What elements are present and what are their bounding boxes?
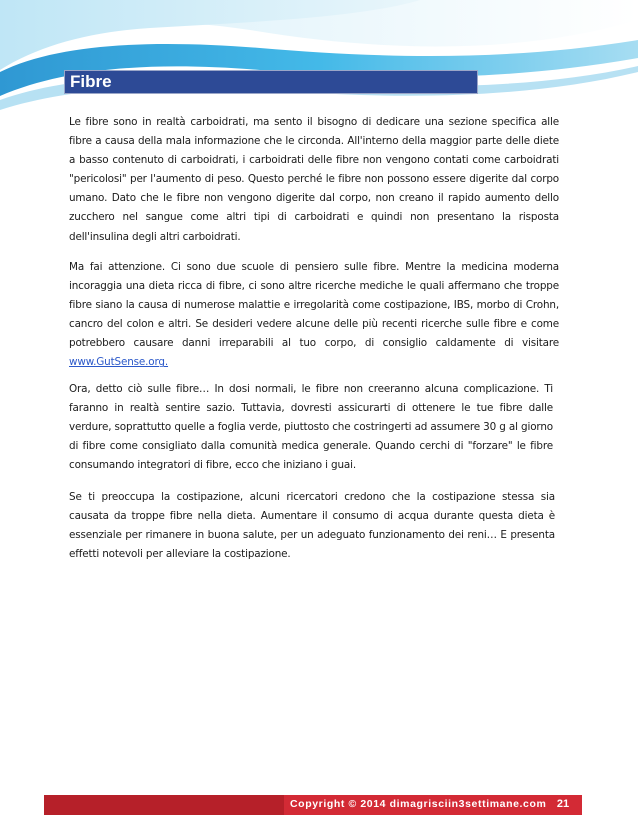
- footer-accent-block: [44, 795, 284, 815]
- footer-copyright: Copyright © 2014 dimagrisciin3settimane.com: [290, 798, 547, 810]
- gutsense-link[interactable]: www.GutSense.org.: [69, 356, 169, 369]
- paragraph-1: Le fibre sono in realtà carboidrati, ma sento il bisogno di dedicare una sezione specifica alle fibre a causa della mala informazione che le circonda. All'interno della maggior parte delle diete a basso contenuto di carboidrati, i carboidrati delle fibre non vengono contati come carboidrati "pericolosi" per l'aumento di peso. Questo perché le fibre non possono essere digerite dal corpo umano. Dato che le fibre non vengono digerite dal corpo, non creano il rapido aumento dello zucchero nel sangue come altri tipi di carboidrati e quindi non presentano la risposta dell'insulina degli altri carboidrati.: [69, 116, 559, 243]
- section-header-bar: [64, 70, 478, 94]
- page-number: 21: [556, 798, 570, 810]
- footer-bar: [44, 795, 582, 815]
- paragraph-2-text: Ma fai attenzione. Ci sono due scuole di pensiero sulle fibre. Mentre la medicina moderna incoraggia una dieta ricca di fibre, ci sono altre ricerche mediche le quali affermano che troppe fibre siano la causa di numerose malattie e irregolarità come costipazione, IBS, morbo di Crohn, cancro del colon e altri. Se desideri vedere alcune delle più recenti ricerche sulle fibre e come potrebbero causare danni irreparabili al tuo corpo, di consiglio caldamente di visitare: [69, 261, 559, 350]
- paragraph-2: [69, 258, 559, 373]
- section-title: Fibre: [70, 72, 112, 91]
- paragraph-3: Ora, detto ciò sulle fibre… In dosi normali, le fibre non creeranno alcuna complicazione. Ti faranno in realtà sentire sazio. Tuttavia, dovresti assicurarti di ottenere le tue fibre dalle verdure, soprattutto quelle a foglia verde, piuttosto che costringerti ad assumere 30 g al giorno di fibre come consigliato dalla comunità medica generale. Quando cerchi di "forzare" le fibre consumando integratori di fibre, ecco che iniziano i guai.: [69, 383, 553, 472]
- header-swoosh-decoration: [0, 0, 638, 130]
- paragraph-4: Se ti preoccupa la costipazione, alcuni ricercatori credono che la costipazione stessa sia causata da troppe fibre nella dieta. Aumentare il consumo di acqua durante questa dieta è essenziale per rimanere in buona salute, per un adeguato funzionamento dei reni… E presenta effetti notevoli per alleviare la costipazione.: [69, 491, 555, 561]
